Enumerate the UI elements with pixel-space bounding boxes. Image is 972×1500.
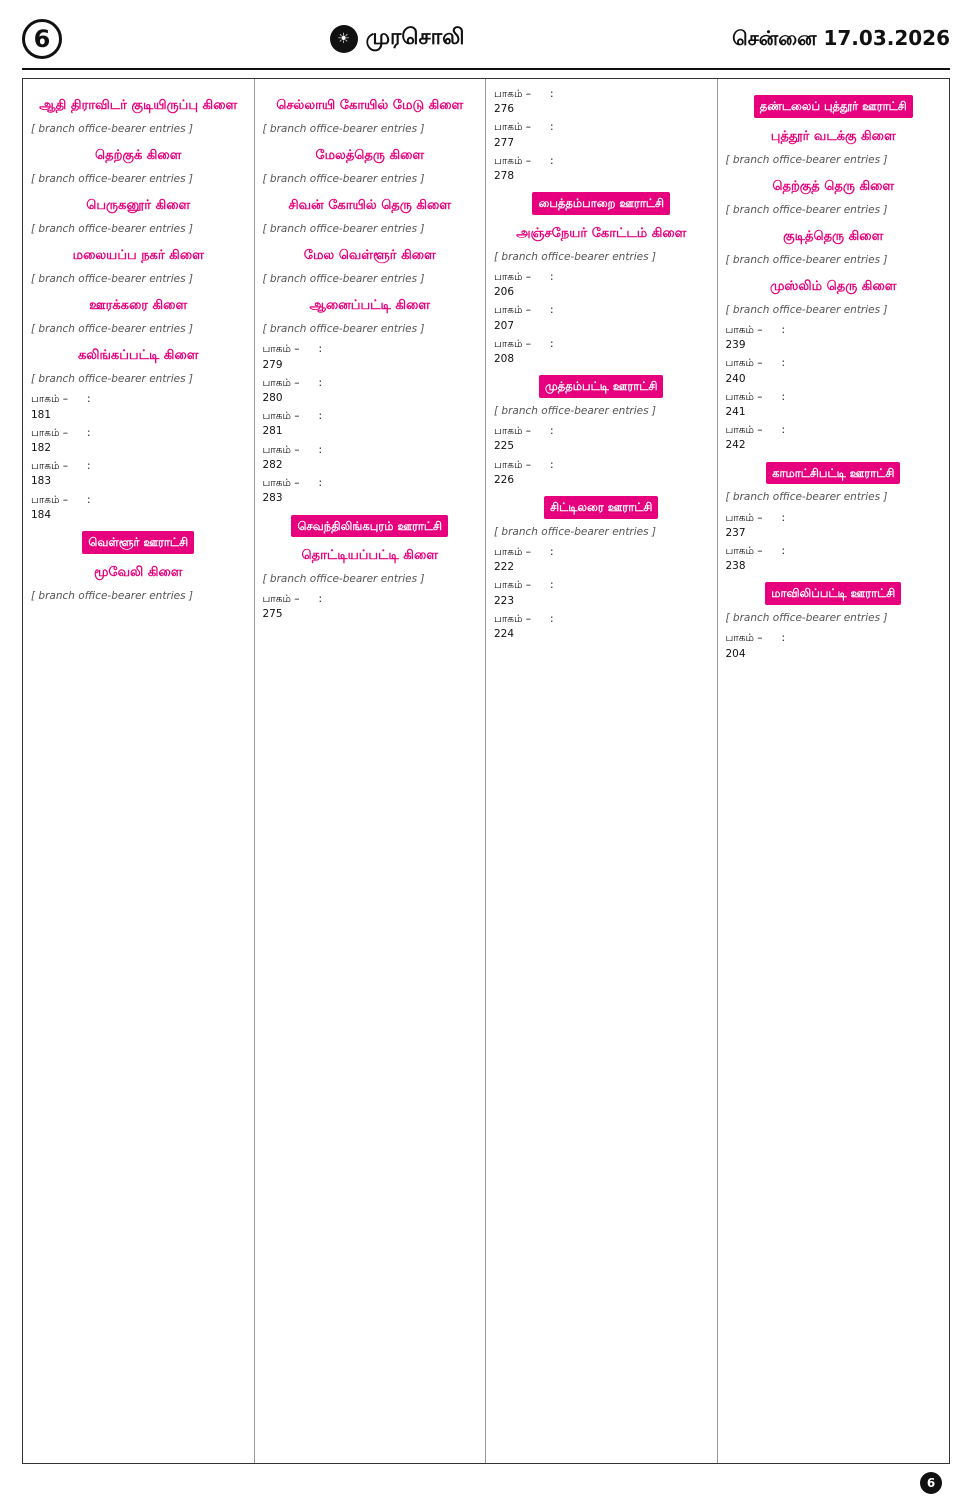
booth-separator: :: [550, 612, 554, 625]
panchayat-banner: முத்தம்பட்டி ஊராட்சி: [539, 375, 663, 398]
article-columns: [22, 78, 950, 1464]
branch-heading: அஞ்சநேயர் கோட்டம் கிளை: [516, 225, 687, 241]
booth-separator: :: [318, 477, 323, 490]
panchayat-banner: சிட்டிலரை ஊராட்சி: [544, 496, 658, 519]
booth-separator: :: [318, 443, 323, 456]
branch-heading: தெற்குக் கிளை: [95, 148, 182, 164]
dateline: சென்னை 17.03.2026: [732, 25, 950, 50]
column-1: [23, 79, 255, 1463]
branch-entries-placeholder: [ branch office-bearer entries ]: [725, 491, 888, 504]
branch-entries-placeholder: [ branch office-bearer entries ]: [262, 222, 425, 235]
booth-agent: [792, 544, 942, 574]
panchayat-banner: செவந்திலிங்கபுரம் ஊராட்சி: [291, 515, 448, 538]
booth-row: [31, 493, 246, 523]
booth-agent: [329, 376, 478, 406]
booth-number: பாகம் – 225: [494, 425, 532, 453]
booth-row: [494, 612, 709, 642]
booth-separator: :: [550, 121, 554, 134]
branch-heading: ஆதி திராவிடர் குடியிருப்பு கிளை: [39, 98, 238, 113]
panchayat-banner: காமாட்சிபட்டி ஊராட்சி: [766, 462, 900, 485]
branch-entries-placeholder: [ branch office-bearer entries ]: [31, 122, 194, 135]
booth-number: பாகம் – 222: [494, 546, 532, 574]
booth-row: [263, 592, 478, 622]
booth-number: பாகம் – 277: [494, 121, 532, 149]
booth-number: பாகம் – 206: [494, 271, 532, 299]
booth-separator: :: [318, 593, 323, 606]
panchayat-banner: வெள்ளூர் ஊராட்சி: [82, 531, 194, 554]
booth-number: பாகம் – 226: [494, 458, 532, 486]
booth-number: பாகம் – 182: [31, 426, 69, 455]
booth-separator: :: [87, 460, 91, 473]
booth-row: [726, 631, 942, 661]
booth-number: பாகம் – 240: [725, 357, 763, 385]
branch-entries-placeholder: [ branch office-bearer entries ]: [725, 253, 888, 266]
booth-number: பாகம் – 241: [725, 390, 763, 419]
branch-entries-placeholder: [ branch office-bearer entries ]: [494, 405, 657, 418]
branch-entries-placeholder: [ branch office-bearer entries ]: [262, 273, 425, 286]
panchayat-banner: தண்டலைப் புத்தூர் ஊராட்சி: [754, 95, 913, 118]
booth-separator: :: [781, 424, 786, 437]
branch-heading: ஆனைப்பட்டி கிளை: [309, 298, 431, 314]
booth-separator: :: [550, 337, 554, 350]
column-4: [718, 79, 950, 1463]
booth-row: [263, 409, 478, 439]
booth-number: பாகம் – 242: [725, 424, 763, 452]
booth-separator: :: [550, 154, 554, 167]
booth-number: பாகம் – 280: [262, 376, 300, 404]
booth-row: [494, 303, 709, 333]
booth-row: [726, 390, 942, 420]
branch-entries-placeholder: [ branch office-bearer entries ]: [725, 303, 888, 316]
booth-agent: [560, 545, 709, 575]
booth-row: [726, 423, 942, 453]
booth-row: [726, 323, 942, 353]
branch-heading: மேலத்தெரு கிளை: [315, 148, 425, 164]
booth-row: [494, 337, 709, 367]
booth-separator: :: [87, 426, 91, 439]
branch-heading: மேல வெள்ளூர் கிளை: [303, 248, 436, 264]
booth-separator: :: [550, 579, 554, 592]
sun-rising-icon: ☀: [330, 25, 358, 53]
column-3: [486, 79, 718, 1463]
column-2: [255, 79, 487, 1463]
paper-name: முரசொலி: [365, 25, 465, 50]
booth-separator: :: [781, 357, 786, 370]
booth-number: பாகம் – 208: [494, 337, 532, 366]
booth-agent: [329, 476, 478, 506]
booth-row: [263, 376, 478, 406]
booth-separator: :: [781, 323, 786, 336]
booth-separator: :: [781, 511, 786, 524]
booth-agent: [560, 87, 709, 117]
booth-agent: [329, 409, 478, 439]
booth-agent: [560, 612, 709, 642]
booth-number: பாகம் – 181: [31, 393, 69, 421]
booth-separator: :: [781, 390, 786, 403]
branch-entries-placeholder: [ branch office-bearer entries ]: [494, 525, 657, 538]
branch-entries-placeholder: [ branch office-bearer entries ]: [262, 323, 425, 336]
booth-row: [494, 154, 709, 184]
booth-agent: [560, 270, 709, 300]
booth-agent: [792, 356, 942, 386]
booth-agent: [792, 631, 942, 661]
booth-number: பாகம் – 281: [262, 410, 300, 438]
booth-agent: [329, 443, 478, 473]
booth-separator: :: [318, 376, 323, 389]
booth-row: [263, 443, 478, 473]
branch-heading: கலிங்கப்பட்டி கிளை: [77, 348, 199, 364]
branch-entries-placeholder: [ branch office-bearer entries ]: [31, 323, 194, 336]
branch-heading: மலையப்ப நகர் கிளை: [72, 248, 204, 264]
branch-heading: புத்தூர் வடக்கு கிளை: [770, 128, 896, 144]
booth-number: பாகம் – 279: [262, 343, 300, 371]
booth-row: [494, 120, 709, 150]
booth-number: பாகம் – 276: [494, 88, 532, 116]
booth-separator: :: [550, 271, 554, 284]
booth-row: [494, 578, 709, 608]
booth-agent: [792, 423, 942, 453]
branch-entries-placeholder: [ branch office-bearer entries ]: [262, 172, 425, 185]
booth-number: பாகம் – 239: [725, 323, 763, 352]
booth-number: பாகம் – 283: [262, 477, 300, 505]
booth-agent: [560, 154, 709, 184]
branch-entries-placeholder: [ branch office-bearer entries ]: [262, 122, 425, 135]
booth-row: [494, 270, 709, 300]
branch-heading: ஊரக்கரை கிளை: [89, 298, 188, 314]
branch-heading: சிவன் கோயில் தெரு கிளை: [288, 198, 452, 214]
booth-agent: [329, 342, 478, 372]
branch-heading: குடித்தெரு கிளை: [783, 228, 884, 244]
branch-heading: தொட்டியப்பட்டி கிளை: [301, 548, 438, 564]
booth-number: பாகம் – 238: [725, 545, 763, 573]
booth-agent: [792, 511, 942, 541]
booth-agent: [792, 390, 942, 420]
booth-number: பாகம் – 275: [262, 593, 300, 621]
booth-number: பாகம் – 207: [494, 304, 532, 332]
booth-number: பாகம் – 223: [494, 579, 532, 607]
booth-separator: :: [318, 343, 323, 356]
booth-agent: [792, 323, 942, 353]
booth-agent: [97, 493, 246, 523]
booth-row: [263, 342, 478, 372]
booth-row: [494, 458, 709, 488]
branch-entries-placeholder: [ branch office-bearer entries ]: [31, 172, 194, 185]
booth-row: [31, 459, 246, 489]
branch-heading: முஸ்லிம் தெரு கிளை: [770, 278, 897, 294]
booth-row: [263, 476, 478, 506]
booth-separator: :: [550, 458, 554, 471]
booth-row: [494, 424, 709, 454]
booth-number: பாகம் – 184: [31, 493, 69, 521]
booth-separator: :: [318, 410, 323, 423]
booth-separator: :: [550, 425, 554, 438]
branch-entries-placeholder: [ branch office-bearer entries ]: [31, 222, 194, 235]
masthead: [22, 10, 950, 70]
booth-agent: [560, 120, 709, 150]
panchayat-banner: மாவிலிப்பட்டி ஊராட்சி: [765, 582, 901, 605]
branch-entries-placeholder: [ branch office-bearer entries ]: [725, 612, 888, 625]
booth-row: [494, 87, 709, 117]
booth-row: [726, 356, 942, 386]
booth-agent: [560, 578, 709, 608]
panchayat-banner: பைத்தம்பாறை ஊராட்சி: [532, 192, 670, 215]
booth-separator: :: [87, 393, 91, 406]
booth-separator: :: [781, 632, 786, 645]
booth-agent: [560, 424, 709, 454]
booth-agent: [560, 303, 709, 333]
booth-agent: [97, 392, 246, 422]
booth-separator: :: [550, 88, 554, 100]
booth-separator: :: [87, 493, 91, 506]
booth-agent: [560, 337, 709, 367]
booth-number: பாகம் – 237: [725, 511, 763, 539]
booth-number: பாகம் – 278: [494, 154, 532, 183]
booth-row: [31, 426, 246, 456]
branch-entries-placeholder: [ branch office-bearer entries ]: [725, 153, 888, 166]
branch-heading: செல்லாயி கோயில் மேடு கிளை: [276, 98, 464, 113]
page-number: 6: [22, 19, 62, 59]
booth-separator: :: [550, 546, 554, 559]
booth-agent: [97, 459, 246, 489]
branch-entries-placeholder: [ branch office-bearer entries ]: [262, 573, 425, 586]
branch-entries-placeholder: [ branch office-bearer entries ]: [31, 273, 194, 286]
booth-number: பாகம் – 204: [725, 632, 763, 660]
branch-heading: பெருகனூர் கிளை: [86, 198, 191, 214]
branch-entries-placeholder: [ branch office-bearer entries ]: [31, 373, 194, 386]
booth-agent: [97, 426, 246, 456]
booth-row: [726, 544, 942, 574]
booth-agent: [560, 458, 709, 488]
booth-number: பாகம் – 224: [494, 612, 532, 641]
booth-separator: :: [550, 304, 554, 317]
footer-page-number: 6: [920, 1472, 942, 1494]
branch-heading: மூவேலி கிளை: [93, 564, 183, 580]
booth-number: பாகம் – 282: [262, 443, 300, 471]
booth-row: [494, 545, 709, 575]
branch-entries-placeholder: [ branch office-bearer entries ]: [725, 203, 888, 216]
branch-entries-placeholder: [ branch office-bearer entries ]: [31, 589, 194, 602]
booth-row: [726, 511, 942, 541]
branch-heading: தெற்குத் தெரு கிளை: [772, 178, 895, 194]
booth-separator: :: [781, 545, 786, 557]
paper-logo: [330, 25, 465, 53]
branch-entries-placeholder: [ branch office-bearer entries ]: [494, 250, 657, 263]
booth-agent: [329, 592, 478, 622]
booth-number: பாகம் – 183: [31, 460, 69, 488]
booth-row: [31, 392, 246, 422]
